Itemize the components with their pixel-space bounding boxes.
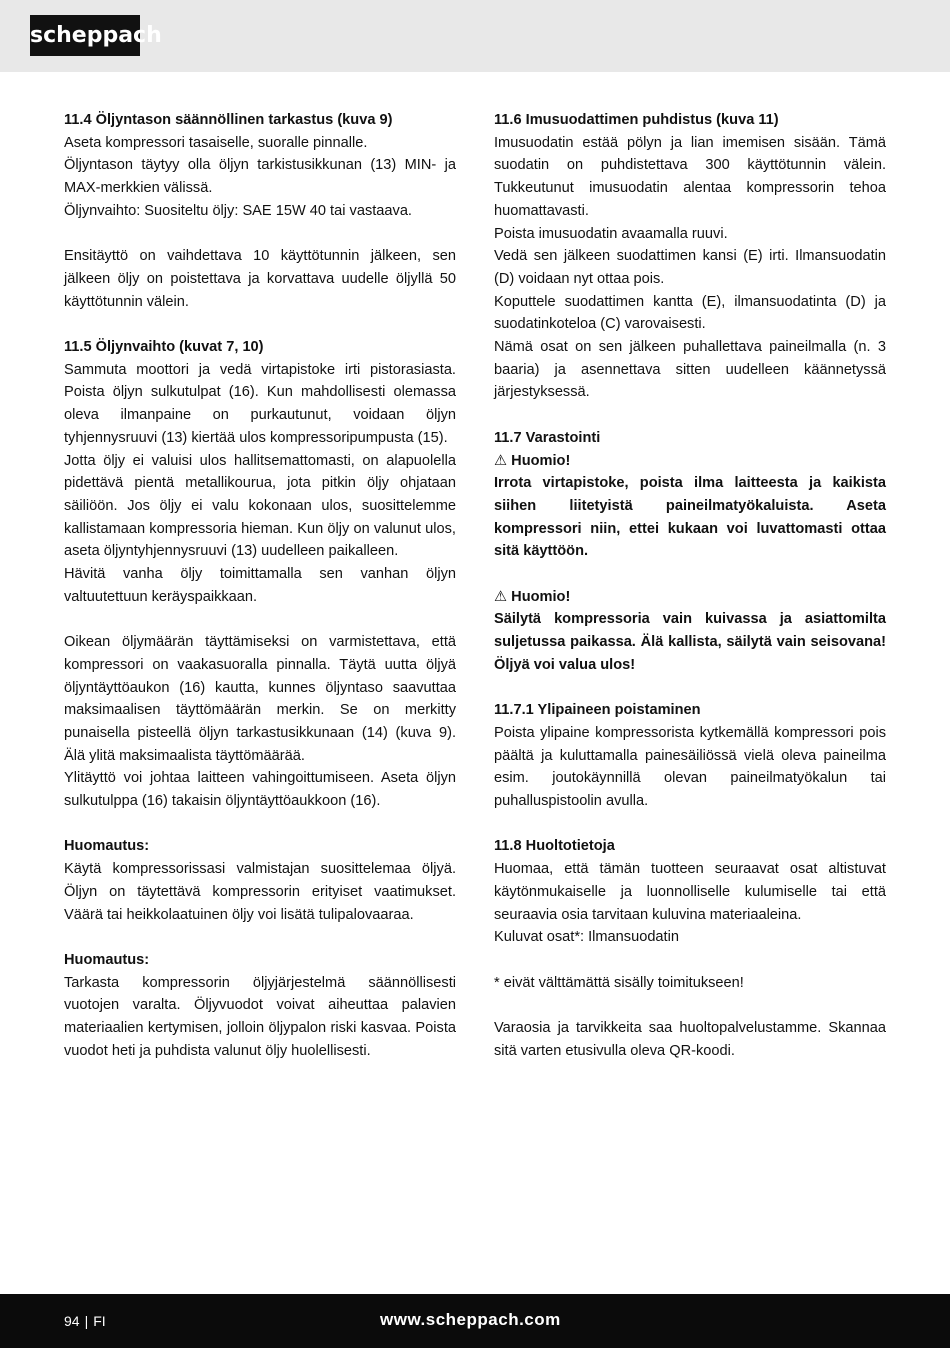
section-11-8-title: 11.8 Huoltotietoja [494, 838, 615, 855]
paragraph: Aseta kompressori tasaiselle, suoralle pinnalle. [64, 134, 368, 151]
paragraph: Öljynvaihto: Suositeltu öljy: SAE 15W 40 tai vastaava. [64, 202, 412, 219]
paragraph: Öljyntason täytyy olla öljyn tarkistusikkunan (13) MIN- ja MAX-merkkien välissä. [64, 157, 456, 197]
paragraph: Huomaa, että tämän tuotteen seuraavat osat altistuvat käytönmukaiselle ja luonnolliselle kulumiselle tai että seuraavia osia tarvitaan kuluvina materiaaleina. [494, 861, 886, 923]
note-title: Huomautus: [64, 951, 150, 968]
language-code: FI [93, 1313, 106, 1329]
right-column [494, 109, 886, 1062]
warning-text: Irrota virtapistoke, poista ilma laitteesta ja kaikista siihen liitetyistä paineilmatyökaluista. Aseta kompressori niin, ettei kukaan voi luvattomasti ottaa sitä käyttöön. [494, 475, 886, 560]
paragraph: Ylitäyttö voi johtaa laitteen vahingoittumiseen. Aseta öljyn sulkutulppa (16) takaisin öljyntäyttöaukkoon (16). [64, 770, 456, 810]
paragraph: * eivät välttämättä sisälly toimitukseen! [494, 974, 744, 991]
paragraph: Koputtele suodattimen kantta (E), ilmansuodatinta (D) ja suodatinkoteloa (C) varovaisesti. [494, 293, 886, 333]
warning-title [494, 586, 886, 609]
warning-title [494, 450, 886, 473]
warning-icon: ⚠ [494, 452, 508, 469]
warning-icon: ⚠ [494, 588, 508, 605]
left-column [64, 109, 456, 1062]
paragraph: Kuluvat osat*: Ilmansuodatin [494, 929, 679, 946]
warning-text: Säilytä kompressoria vain kuivassa ja asiattomilta suljetussa paikassa. Älä kallista, säilytä vain seisovana! Öljyä voi valua ulos! [494, 611, 886, 673]
scheppach-logo: scheppach [30, 15, 140, 56]
section-11-4-title: 11.4 Öljyntason säännöllinen tarkastus (kuva 9) [64, 112, 393, 128]
warning-label: Huomio! [511, 588, 571, 605]
warning-label: Huomio! [511, 452, 571, 469]
paragraph: Poista ylipaine kompressorista kytkemällä kompressori pois päältä ja kuluttamalla painesäiliössä vielä oleva paineilma esim. joutokäynnillä olevan paineilmatyökalun tai puhalluspistoolin avulla. [494, 724, 886, 810]
paragraph: Varaosia ja tarvikkeita saa huoltopalvelustamme. Skannaa sitä varten etusivulla oleva QR-koodi. [494, 1020, 886, 1059]
paragraph: Jotta öljy ei valuisi ulos hallitsemattomasti, on alapuolella pidettävä pientä metallikourua, jota pitkin öljy ohjataan säiliöön. Jos öljy ei valu kokonaan ulos, suosittelemme kallistamaan kompressoria hieman. Kun öljy on valunut ulos, aseta öljyntyhjennysruuvi (13) uudelleen paikalleen. [64, 452, 456, 560]
paragraph: Sammuta moottori ja vedä virtapistoke irti pistorasiasta. Poista öljyn sulkutulpat (16). Kun mahdollisesti olemassa oleva ilmanpaine on purkautunut, voidaan öljyn tyhjennysruuvi (13) kiertää ulos kompressoripumpusta (15). [64, 361, 456, 446]
paragraph: Poista imusuodatin avaamalla ruuvi. [494, 225, 728, 242]
page-footer [0, 1294, 950, 1348]
website-url: www.scheppach.com [380, 1310, 561, 1329]
section-11-6-title: 11.6 Imusuodattimen puhdistus (kuva 11) [494, 112, 779, 128]
page-header [0, 0, 950, 72]
section-11-7-title: 11.7 Varastointi [494, 429, 601, 446]
paragraph: Nämä osat on sen jälkeen puhallettava paineilmalla (n. 3 baaria) ja asennettava sitten uudelleen käännetyssä järjestyksessä. [494, 339, 886, 401]
paragraph: Imusuodatin estää pölyn ja lian imemisen sisään. Tämä suodatin on puhdistettava 300 käyttötunnin välein. Tukkeutunut imusuodatin alentaa kompressorin tehoa huomattavasti. [494, 134, 886, 219]
paragraph: Oikean öljymäärän täyttämiseksi on varmistettava, että kompressori on vaakasuoralla pinnalla. Täytä uutta öljyä öljyntäyttöaukon (16) kautta, kunnes öljyntaso saavuttaa maksimaalisen täyttömäärän merkin. Se on merkitty punaisella pisteellä öljyn tarkastusikkunaan (14) (kuva 9). Älä ylitä maksimaalista täyttömäärää. [64, 634, 456, 764]
paragraph: Vedä sen jälkeen suodattimen kansi (E) irti. Ilmansuodatin (D) voidaan nyt ottaa pois. [494, 248, 886, 287]
note-text: Käytä kompressorissasi valmistajan suosittelemaa öljyä. Öljyn on täytettävä kompressorin erityiset vaatimukset. Väärä tai heikkolaatuinen öljy voi lisätä tulipalovaaraa. [64, 861, 456, 923]
footer-separator: | [84, 1313, 89, 1329]
section-11-5-title: 11.5 Öljynvaihto (kuvat 7, 10) [64, 339, 264, 355]
note-text: Tarkasta kompressorin öljyjärjestelmä säännöllisesti vuotojen varalta. Öljyvuodot voivat aiheuttaa palavien materiaalien kertymisen, jolloin öljypalon riski kasvaa. Poista vuodot heti ja puhdista valunut öljy huolellisesti. [64, 974, 456, 1059]
paragraph: Hävitä vanha öljy toimittamalla sen vanhan öljyn valtuutettuun keräyspaikkaan. [64, 566, 456, 605]
page-number-value: 94 [64, 1313, 80, 1329]
paragraph: Ensitäyttö on vaihdettava 10 käyttötunnin jälkeen, sen jälkeen öljy on poistettava ja korvattava uudelle öljyllä 50 käyttötunnin välein. [64, 248, 456, 310]
section-11-7-1-title: 11.7.1 Ylipaineen poistaminen [494, 702, 701, 719]
note-title: Huomautus: [64, 838, 150, 855]
page-number [64, 1311, 106, 1331]
